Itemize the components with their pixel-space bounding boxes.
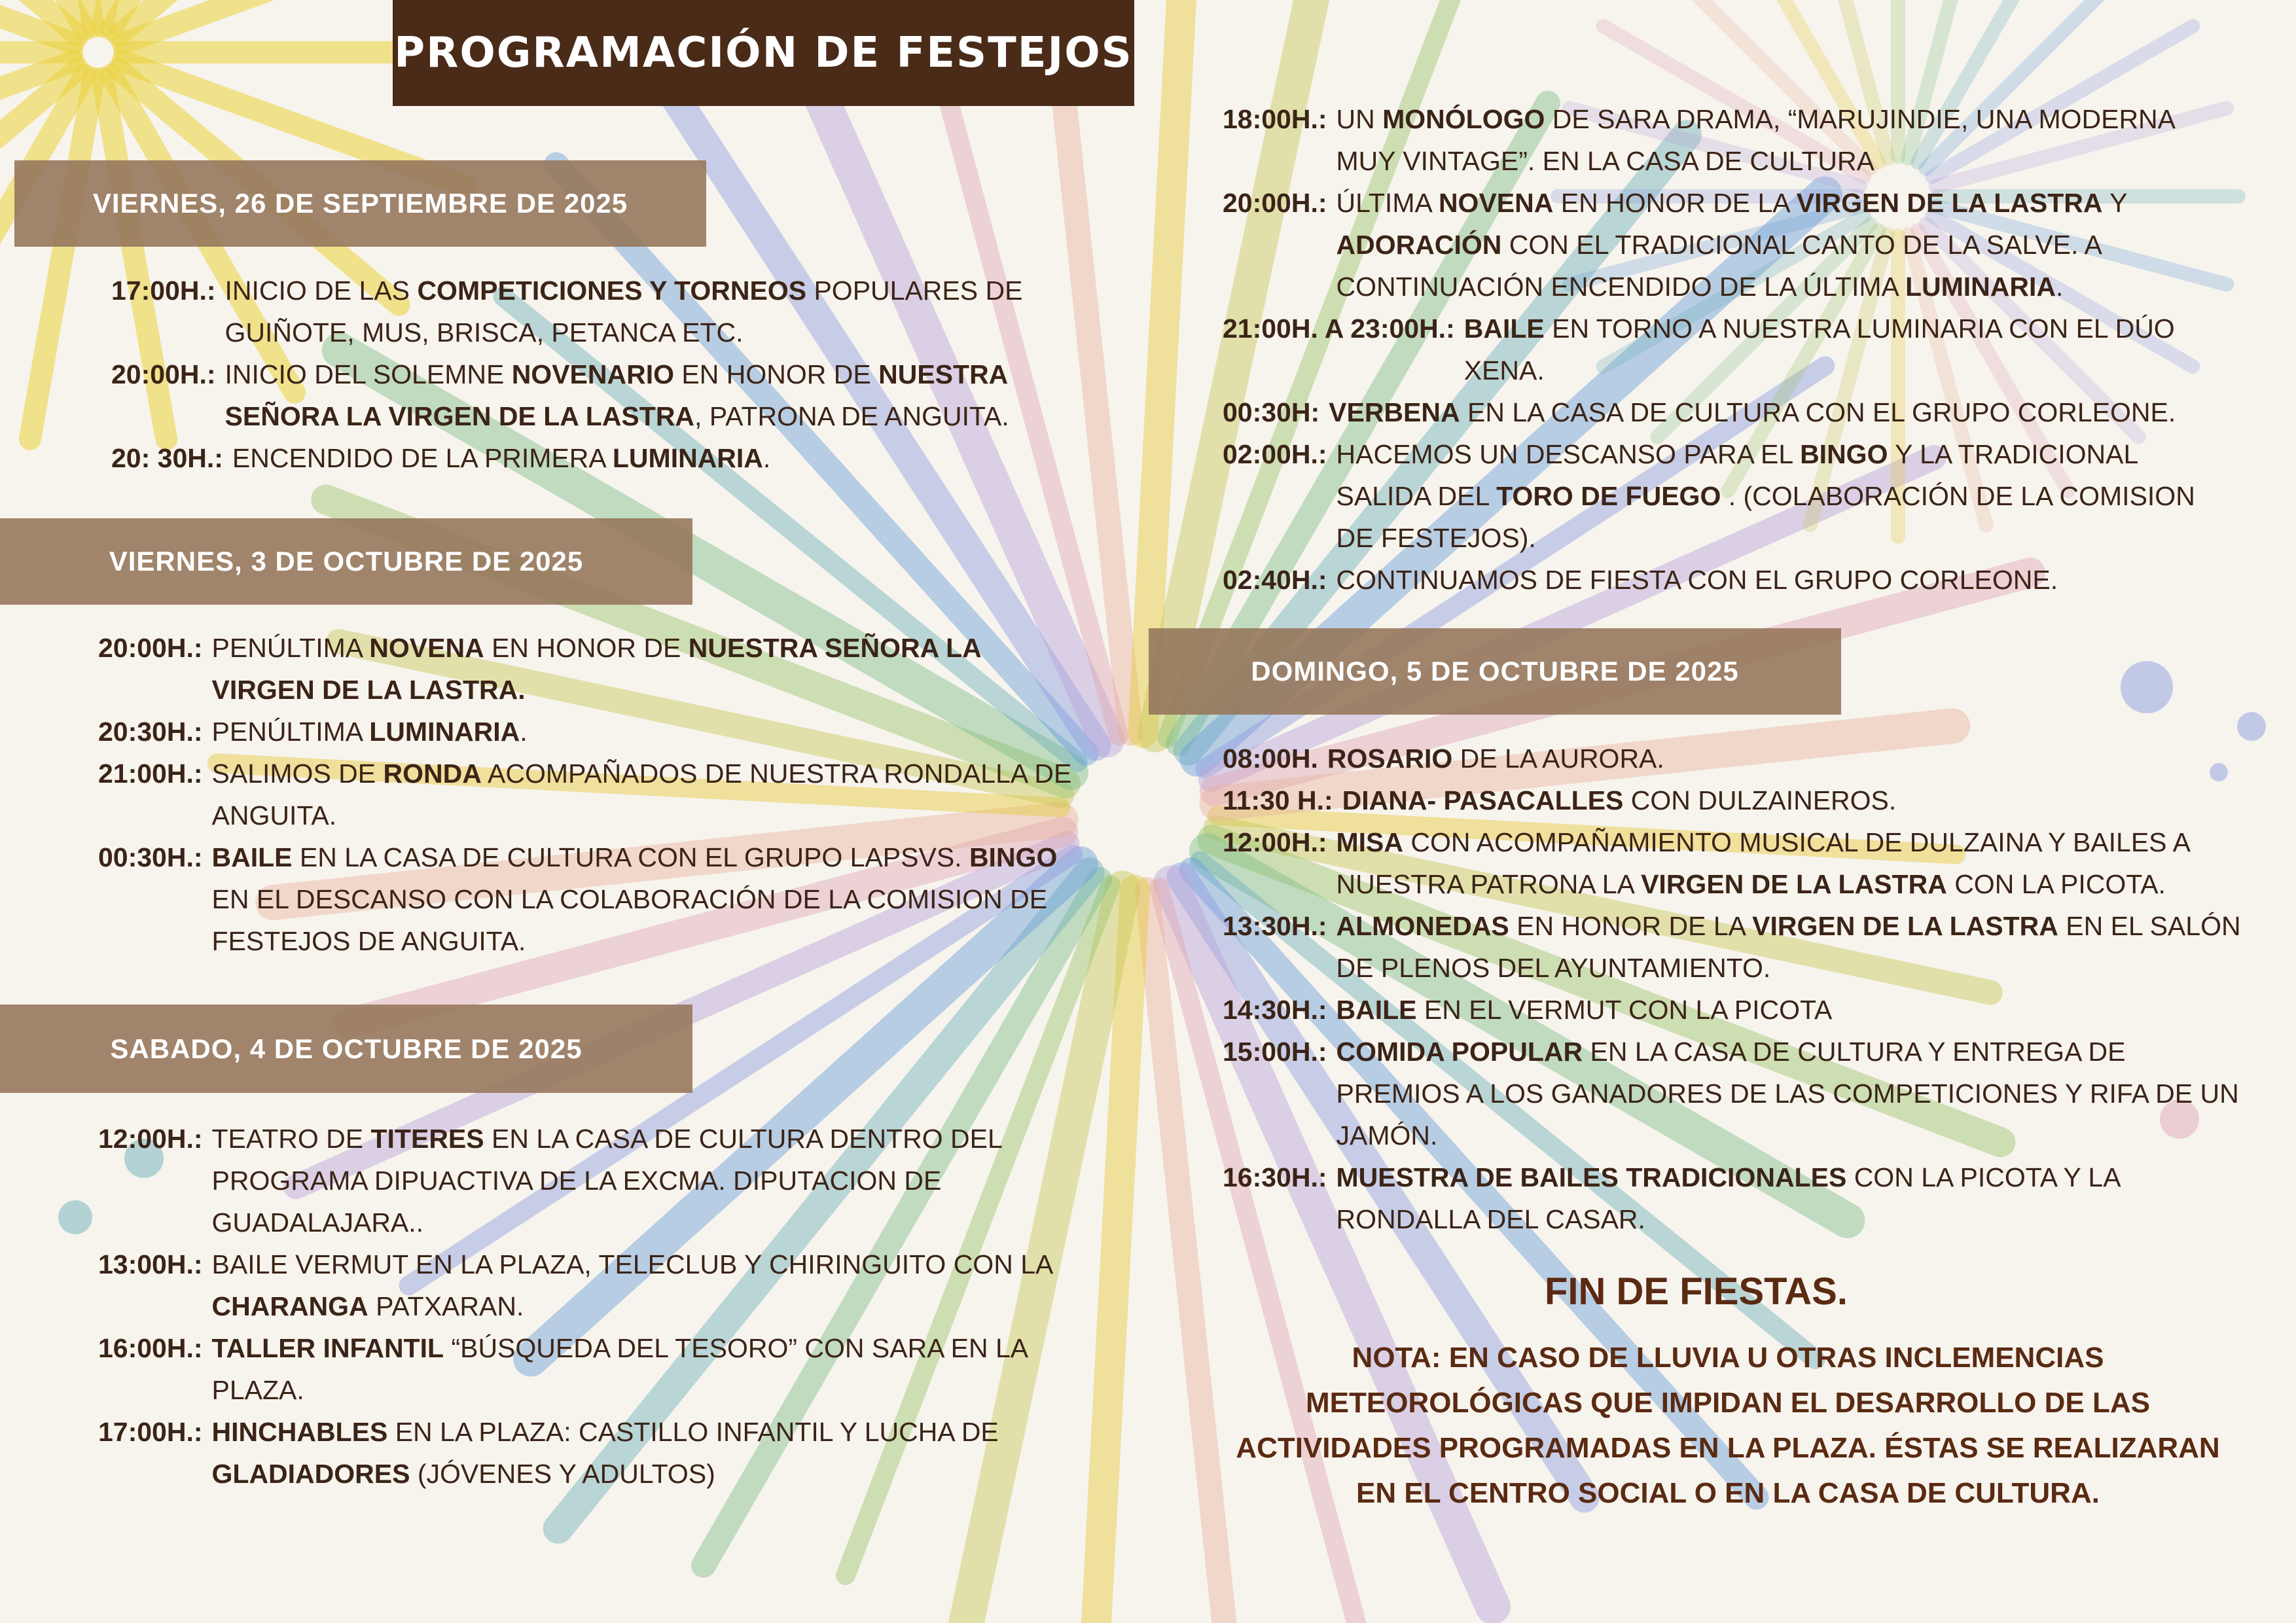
event-row (1223, 905, 2244, 989)
event-description: BAILE VERMUT EN LA PLAZA, TELECLUB Y CHIRINGUITO CON LA CHARANGA PATXARAN. (211, 1249, 1052, 1321)
event-description: BAILE EN EL VERMUT CON LA PICOTA (1336, 995, 1833, 1025)
event-time: 13:30H.: (1223, 911, 1327, 941)
event-time: 14:30H.: (1223, 995, 1327, 1025)
event-row (111, 270, 1080, 353)
event-row (98, 1327, 1080, 1411)
event-time: 20:30H.: (98, 717, 203, 747)
event-description: HACEMOS UN DESCANSO PARA EL BINGO Y LA TRADICIONAL SALIDA DEL TORO DE FUEGO . (COLABORACIÓN DE LA COMISION DE FESTEJOS). (1336, 439, 2195, 553)
event-time: 02:00H.: (1223, 439, 1327, 469)
page-title: PROGRAMACIÓN DE FESTEJOS (393, 0, 1134, 106)
event-row (98, 753, 1080, 836)
event-description: MISA CON ACOMPAÑAMIENTO MUSICAL DE DULZAINA Y BAILES A NUESTRA PATRONA LA VIRGEN DE LA LASTRA CON LA PICOTA. (1336, 827, 2189, 899)
nota-lluvia: NOTA: EN CASO DE LLUVIA U OTRAS INCLEMENCIAS METEOROLÓGICAS QUE IMPIDAN EL DESARROLLO DE LAS ACTIVIDADES PROGRAMADAS EN LA PLAZA. ÉSTAS SE REALIZARAN EN EL CENTRO SOCIAL O EN LA CASA DE CULTURA. (1236, 1342, 2220, 1509)
event-time: 17:00H.: (98, 1417, 203, 1447)
event-description: BAILE EN LA CASA DE CULTURA CON EL GRUPO LAPSVS. BINGO EN EL DESCANSO CON LA COLABORACIÓN DE LA COMISION DE FESTEJOS DE ANGUITA. (211, 842, 1058, 956)
event-description: ENCENDIDO DE LA PRIMERA LUMINARIA. (232, 443, 771, 473)
event-time: 17:00H.: (111, 276, 216, 306)
event-description: MUESTRA DE BAILES TRADICIONALES CON LA PICOTA Y LA RONDALLA DEL CASAR. (1336, 1162, 2120, 1234)
event-row (1223, 98, 2231, 182)
event-row (1223, 738, 2244, 779)
event-description: DIANA- PASACALLES CON DULZAINEROS. (1342, 785, 1897, 815)
event-row (1223, 1156, 2244, 1240)
event-time: 15:00H.: (1223, 1037, 1327, 1067)
event-description: TEATRO DE TITERES EN LA CASA DE CULTURA DENTRO DEL PROGRAMA DIPUACTIVA DE LA EXCMA. DIPUTACION DE GUADALAJARA.. (211, 1124, 1002, 1238)
event-description: TALLER INFANTIL “BÚSQUEDA DEL TESORO” CON SARA EN LA PLAZA. (211, 1333, 1027, 1405)
event-description: ROSARIO DE LA AURORA. (1327, 743, 1664, 774)
event-time: 16:30H.: (1223, 1162, 1327, 1192)
event-time: 11:30 H.: (1223, 785, 1333, 815)
event-description: PENÚLTIMA NOVENA EN HONOR DE NUESTRA SEÑORA LA VIRGEN DE LA LASTRA. (211, 633, 981, 705)
event-row (98, 1243, 1080, 1327)
event-description: PENÚLTIMA LUMINARIA. (211, 717, 528, 747)
event-time: 02:40H.: (1223, 565, 1327, 595)
event-list-day-1 (111, 270, 1080, 479)
event-list-day-4 (1223, 738, 2244, 1240)
event-row (98, 627, 1080, 711)
event-description: COMIDA POPULAR EN LA CASA DE CULTURA Y ENTREGA DE PREMIOS A LOS GANADORES DE LAS COMPETICIONES Y RIFA DE UN JAMÓN. (1336, 1037, 2239, 1150)
event-description: INICIO DE LAS COMPETICIONES Y TORNEOS POPULARES DE GUIÑOTE, MUS, BRISCA, PETANCA ETC. (224, 276, 1023, 348)
event-row (1223, 779, 2244, 821)
event-row (1223, 182, 2231, 308)
event-list-day-3 (98, 1118, 1080, 1495)
day-header-3: SABADO, 4 DE OCTUBRE DE 2025 (0, 1005, 692, 1093)
event-time: 16:00H.: (98, 1333, 203, 1363)
day-header-2: VIERNES, 3 DE OCTUBRE DE 2025 (0, 518, 692, 605)
event-description: UN MONÓLOGO DE SARA DRAMA, “MARUJINDIE, UNA MODERNA MUY VINTAGE”. EN LA CASA DE CULTURA (1336, 104, 2174, 176)
event-row (98, 1411, 1080, 1495)
event-row (98, 1118, 1080, 1243)
event-row (98, 711, 1080, 753)
event-row (1223, 433, 2231, 559)
event-row (111, 353, 1080, 437)
event-time: 13:00H.: (98, 1249, 203, 1279)
event-row (111, 437, 1080, 479)
event-row (1223, 1031, 2244, 1156)
event-row (98, 836, 1080, 962)
event-time: 21:00H.: (98, 758, 203, 789)
fin-de-fiestas: FIN DE FIESTAS. (1545, 1270, 1848, 1313)
event-row (1223, 559, 2231, 601)
event-description: INICIO DEL SOLEMNE NOVENARIO EN HONOR DE NUESTRA SEÑORA LA VIRGEN DE LA LASTRA, PATRONA DE ANGUITA. (224, 359, 1009, 431)
event-time: 12:00H.: (98, 1124, 203, 1154)
event-time: 21:00H. A 23:00H.: (1223, 313, 1455, 344)
event-description: ÚLTIMA NOVENA EN HONOR DE LA VIRGEN DE LA LASTRA Y ADORACIÓN CON EL TRADICIONAL CANTO DE LA SALVE. A CONTINUACIÓN ENCENDIDO DE LA ÚLTIMA LUMINARIA. (1336, 188, 2127, 302)
day-header-4: DOMINGO, 5 DE OCTUBRE DE 2025 (1149, 628, 1841, 715)
event-time: 00:30H.: (98, 842, 203, 872)
event-row (1223, 391, 2231, 433)
day-header-1: VIERNES, 26 DE SEPTIEMBRE DE 2025 (14, 160, 706, 247)
event-time: 18:00H.: (1223, 104, 1327, 134)
event-time: 20:00H.: (98, 633, 203, 663)
event-time: 20: 30H.: (111, 443, 223, 473)
event-time: 12:00H.: (1223, 827, 1327, 857)
event-description: VERBENA EN LA CASA DE CULTURA CON EL GRUPO CORLEONE. (1329, 397, 2176, 427)
event-row (1223, 989, 2244, 1031)
event-time: 08:00H. (1223, 743, 1318, 774)
event-row (1223, 821, 2244, 905)
event-time: 20:00H.: (1223, 188, 1327, 218)
event-description: BAILE EN TORNO A NUESTRA LUMINARIA CON EL DÚO XENA. (1463, 313, 2175, 385)
event-description: CONTINUAMOS DE FIESTA CON EL GRUPO CORLEONE. (1336, 565, 2058, 595)
event-time: 20:00H.: (111, 359, 216, 389)
event-description: HINCHABLES EN LA PLAZA: CASTILLO INFANTIL Y LUCHA DE GLADIADORES (JÓVENES Y ADULTOS) (211, 1417, 999, 1489)
event-description: SALIMOS DE RONDA ACOMPAÑADOS DE NUESTRA RONDALLA DE ANGUITA. (211, 758, 1072, 830)
event-list-day-3-cont (1223, 98, 2231, 601)
event-description: ALMONEDAS EN HONOR DE LA VIRGEN DE LA LASTRA EN EL SALÓN DE PLENOS DEL AYUNTAMIENTO. (1336, 911, 2241, 983)
event-list-day-2 (98, 627, 1080, 962)
event-time: 00:30H: (1223, 397, 1320, 427)
event-row (1223, 308, 2231, 391)
